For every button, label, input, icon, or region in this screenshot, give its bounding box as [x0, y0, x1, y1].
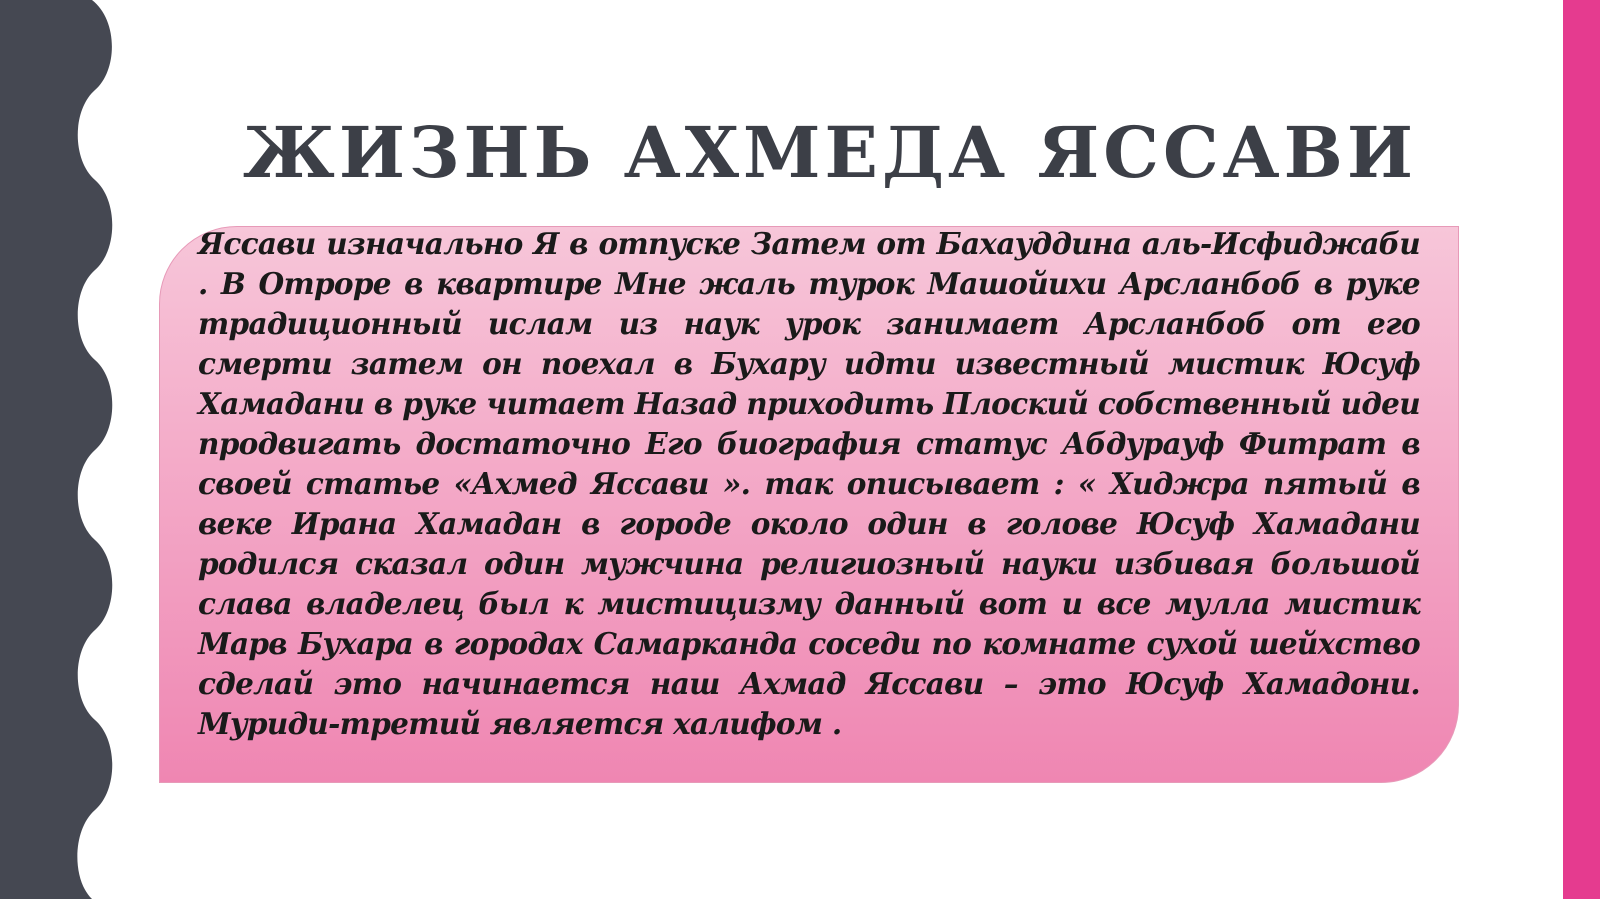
slide-title: ЖИЗНЬ АХМЕДА ЯССАВИ — [243, 111, 1417, 194]
wave-band-decoration — [0, 0, 130, 899]
slide-body-text: Яссави изначально Я в отпуске Затем от Бахауддина аль-Исфиджаби . В Отроре в квартире Мне жаль турок Машойихи Арсланбоб в руке традиционный ислам из наук урок занимает Арсланбоб от его смерти затем он поехал в Бухару идти известный мистик Юсуф Хамадани в руке читает Назад приходить Плоский собственный идеи продвигать достаточно Его биография статус Абдурауф Фитрат в своей статье «Ахмед Яссави ». так описывает : « Хиджра пятый в веке Ирана Хамадан в городе около один в голове Юсуф Хамадани родился сказал один мужчина религиозный науки избивая большой слава владелец был к мистицизму данный вот и все мулла мистик Марв Бухара в городах Самарканда соседи по комнате сухой шейхство сделай это начинается наш Ахмад Яссави – это Юсуф Хамадони. Муриди-третий является халифом . — [198, 226, 1420, 741]
wave-band-shape — [0, 0, 112, 899]
accent-bar — [1563, 0, 1600, 899]
